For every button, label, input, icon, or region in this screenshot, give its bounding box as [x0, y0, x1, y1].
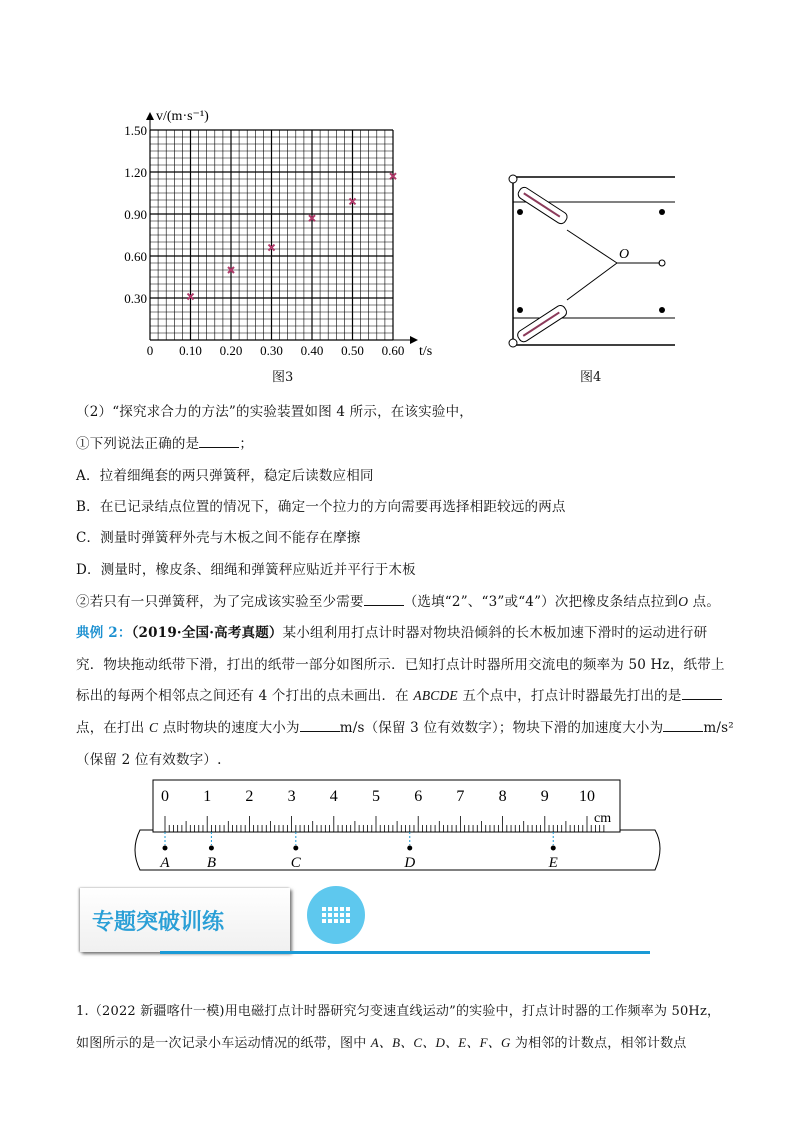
banner-underline — [160, 951, 650, 954]
punct: ； — [239, 436, 254, 452]
q2-part2 — [76, 590, 720, 610]
section-banner — [80, 888, 290, 952]
q2-part1-text: ①下列说法正确的是 — [76, 436, 200, 452]
x-tick-label: 0.30 — [260, 343, 283, 358]
example-tag: 典例 2： — [76, 625, 132, 641]
text: m/s（保留 3 位有效数字）；物块下滑的加速度大小为 — [339, 720, 664, 736]
ruler-label: 8 — [498, 788, 507, 805]
tape-dot — [293, 846, 298, 851]
banner-title: 专题突破训练 — [92, 910, 225, 935]
text: 标出的每两个相邻点之间还有 4 个打出的点未画出．在 — [76, 688, 414, 704]
text: O — [678, 594, 689, 609]
tape-point-label: E — [548, 855, 558, 871]
tape-point-label: D — [404, 855, 416, 871]
option-b: B．在已记录结点位置的情况下，确定一个拉力的方向需要再选择相距较远的两点 — [76, 499, 566, 515]
banner-dots-icon — [307, 886, 365, 944]
x-tick-label: 0.10 — [179, 343, 202, 358]
x-axis-arrow-icon — [410, 336, 418, 344]
problem1-line2 — [76, 1032, 686, 1051]
example2-line1 — [76, 621, 707, 641]
y-tick-label: 1.50 — [124, 123, 147, 138]
y-axis-arrow-icon — [146, 112, 154, 120]
q2-part1 — [76, 432, 253, 452]
ruler-label: 7 — [456, 788, 465, 805]
answer-blank[interactable] — [199, 435, 239, 448]
text: C — [149, 720, 159, 735]
ruler-label: 0 — [161, 788, 169, 805]
answer-blank[interactable] — [682, 687, 722, 700]
example2-line2: 究．物块拖动纸带下滑，打出的纸带一部分如图所示．已知打点计时器所用交流电的频率为 50 Hz，纸带上 — [76, 657, 725, 673]
text: 点。 — [688, 594, 721, 610]
spring-scale-icon — [516, 304, 569, 344]
fig4-diagram — [505, 170, 675, 360]
fig3-caption: 图3 — [272, 370, 294, 385]
tape-point-label: A — [160, 855, 170, 871]
text: 点时物块的速度大小为 — [158, 720, 300, 736]
text: 点，在打出 — [76, 720, 149, 736]
ruler-label: 2 — [245, 788, 254, 805]
tape-dot — [551, 846, 556, 851]
q2-intro: （2）“探究求合力的方法”的实验装置如图 4 所示，在该实验中， — [76, 404, 473, 420]
x-tick-label: 0.60 — [381, 343, 405, 358]
text: A、B、C、D、E、F、G — [370, 1035, 511, 1050]
tape-point-label: B — [206, 855, 217, 871]
text: ABCDE — [413, 688, 458, 703]
ruler-label: 5 — [372, 788, 380, 805]
tape-point-label: C — [290, 855, 301, 871]
ruler-label: 10 — [579, 788, 595, 805]
text: 为相邻的计数点，相邻计数点 — [510, 1036, 687, 1051]
option-c: C．测量时弹簧秤外壳与木板之间不能存在摩擦 — [76, 530, 361, 546]
answer-blank[interactable] — [300, 719, 340, 732]
ruler-tape-figure — [0, 775, 794, 875]
tape-dot — [163, 846, 168, 851]
ruler-label: 6 — [414, 788, 423, 805]
y-tick-label: 0.30 — [124, 291, 147, 306]
point-o-label: O — [619, 247, 630, 262]
example2-line5: （保留 2 位有效数字）. — [76, 752, 222, 768]
example-source: （2019·全国·高考真题） — [131, 625, 283, 641]
ruler-label: 4 — [329, 788, 338, 805]
option-a: A．拉着细绳套的两只弹簧秤，稳定后读数应相同 — [76, 468, 374, 484]
problem1-line1: 1.（2022 新疆喀什一模)用电磁打点计时器研究匀变速直线运动”的实验中，打点计时器的工作频率为 50Hz， — [76, 1004, 721, 1019]
ruler-unit: cm — [594, 811, 612, 826]
text: 五个点中，打点计时器最先打出的是 — [457, 688, 682, 704]
tape-dot — [407, 846, 412, 851]
ruler-label: 1 — [203, 788, 212, 805]
ruler-label: 3 — [287, 788, 296, 805]
x-tick-label: 0 — [146, 343, 154, 358]
answer-blank[interactable] — [663, 719, 703, 732]
x-axis-label: t/s — [419, 344, 433, 359]
spring-scale-icon — [516, 186, 569, 226]
y-axis-label: v/(m·s⁻¹) — [156, 109, 209, 124]
option-d: D．测量时，橡皮条、细绳和弹簧秤应贴近并平行于木板 — [76, 562, 416, 578]
ruler — [153, 780, 620, 832]
fig4-caption: 图4 — [580, 370, 602, 385]
y-tick-label: 0.60 — [124, 249, 147, 264]
y-tick-label: 0.90 — [124, 207, 147, 222]
ruler-label: 9 — [540, 788, 549, 805]
x-tick-label: 0.50 — [341, 343, 364, 358]
y-tick-label: 1.20 — [124, 165, 147, 180]
text: 如图所示的是一次记录小车运动情况的纸带，图中 — [76, 1036, 371, 1051]
x-tick-label: 0.40 — [300, 343, 324, 358]
tape-dot — [209, 846, 214, 851]
text: 某小组利用打点计时器对物块沿倾斜的长木板加速下滑时的运动进行研 — [282, 625, 708, 641]
x-tick-label: 0.20 — [219, 343, 243, 358]
text: （选填“2”、“3”或“4”）次把橡皮条结点拉到 — [403, 594, 679, 610]
example2-line4 — [76, 716, 734, 736]
answer-blank[interactable] — [364, 593, 404, 606]
text: m/s² — [703, 720, 734, 736]
text: ②若只有一只弹簧秤，为了完成该实验至少需要 — [76, 594, 364, 610]
example2-line3 — [76, 684, 722, 704]
